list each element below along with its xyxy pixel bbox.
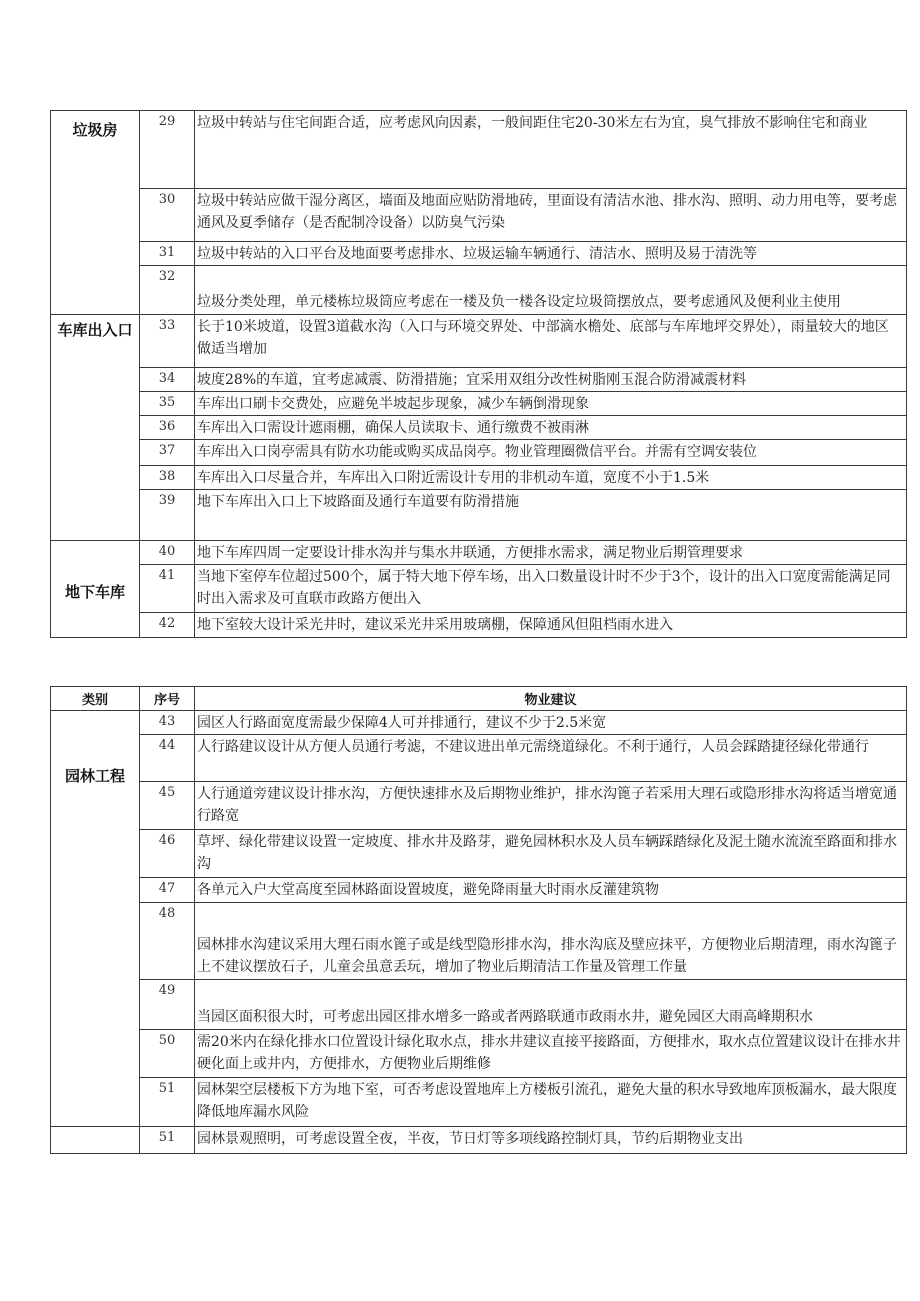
row-text: 坡度28%的车道，宜考虑减震、防滑措施；宜采用双组分改性树脂刚玉混合防滑减震材料 xyxy=(195,368,907,392)
table-row xyxy=(51,315,907,368)
row-number: 47 xyxy=(140,878,195,903)
row-text: 当地下室停车位超过500个，属于特大地下停车场，出入口数量设计时不少于3个，设计的出入口宽度需能满足同时出入需求及可直联市政路方便出入 xyxy=(195,565,907,613)
row-number: 46 xyxy=(140,830,195,878)
table-header-row xyxy=(51,687,907,711)
table-row xyxy=(51,1030,907,1078)
category-cell xyxy=(51,711,140,1127)
row-text: 园林排水沟建议采用大理石雨水篦子或是线型隐形排水沟，排水沟底及壁应抹平，方便物业后期清理，雨水沟篦子上不建议摆放石子，儿童会虽意丢玩，增加了物业后期清洁工作量及管理工作量 xyxy=(195,903,907,980)
row-number: 38 xyxy=(140,466,195,490)
row-text: 地下室较大设计采光井时，建议采光井采用玻璃棚，保障通风但阻档雨水进入 xyxy=(195,613,907,638)
row-number: 49 xyxy=(140,980,195,1030)
row-text: 车库出入口需设计遮雨棚，确保人员读取卡、通行缴费不被雨淋 xyxy=(195,416,907,440)
table-row xyxy=(51,782,907,830)
table-row xyxy=(51,440,907,466)
table-row xyxy=(51,242,907,266)
table-row xyxy=(51,980,907,1030)
row-number: 33 xyxy=(140,315,195,368)
table-row xyxy=(51,711,907,735)
row-text: 车库出入口岗亭需具有防水功能或购买成品岗亭。物业管理圈微信平台。并需有空调安装位 xyxy=(195,440,907,466)
row-number: 32 xyxy=(140,266,195,315)
row-text: 垃圾中转站应做干湿分离区，墙面及地面应贴防滑地砖，里面设有清洁水池、排水沟、照明、动力用电等，要考虑通风及夏季储存（是否配制冷设备）以防臭气污染 xyxy=(195,189,907,242)
row-text: 垃圾中转站与住宅间距合适，应考虑风向因素，一般间距住宅20-30米左右为宜，臭气排放不影响住宅和商业 xyxy=(195,111,907,189)
table-row xyxy=(51,1127,907,1154)
row-text: 草坪、绿化带建议设置一定坡度、排水井及路芽，避免园林积水及人员车辆踩踏绿化及泥土随水流流至路面和排水沟 xyxy=(195,830,907,878)
advice-table-1 xyxy=(50,110,907,638)
row-number: 29 xyxy=(140,111,195,189)
header-category: 类别 xyxy=(51,687,140,711)
category-label: 地下车库 xyxy=(64,583,125,601)
table-row xyxy=(51,1078,907,1127)
table-row xyxy=(51,392,907,416)
row-text: 园林景观照明，可考虑设置全夜，半夜，节日灯等多项线路控制灯具，节约后期物业支出 xyxy=(195,1127,907,1154)
row-number: 44 xyxy=(140,735,195,782)
row-number: 30 xyxy=(140,189,195,242)
row-text: 人行通道旁建议设计排水沟，方便快速排水及后期物业维护，排水沟篦子若采用大理石或隐形排水沟将适当增宽通行路宽 xyxy=(195,782,907,830)
row-number: 39 xyxy=(140,490,195,541)
row-number: 37 xyxy=(140,440,195,466)
header-number: 序号 xyxy=(140,687,195,711)
row-number: 45 xyxy=(140,782,195,830)
row-text: 园林架空层楼板下方为地下室，可否考虑设置地库上方楼板引流孔，避免大量的积水导致地库顶板漏水，最大限度降低地库漏水风险 xyxy=(195,1078,907,1127)
row-text: 需20米内在绿化排水口位置设计绿化取水点，排水井建议直接平接路面，方便排水，取水点位置建议设计在排水井硬化面上或井内，方便排水，方便物业后期维修 xyxy=(195,1030,907,1078)
row-text: 地下车库四周一定要设计排水沟并与集水井联通，方便排水需求，满足物业后期管理要求 xyxy=(195,541,907,565)
table-row xyxy=(51,111,907,189)
row-text: 地下车库出入口上下坡路面及通行车道要有防滑措施 xyxy=(195,490,907,541)
row-text: 当园区面积很大时，可考虑出园区排水增多一路或者两路联通市政雨水井，避免园区大雨高峰期积水 xyxy=(195,980,907,1030)
table-row xyxy=(51,490,907,541)
row-number: 41 xyxy=(140,565,195,613)
row-number: 51 xyxy=(140,1078,195,1127)
row-text: 车库出口刷卡交费处，应避免半坡起步现象，减少车辆倒滑现象 xyxy=(195,392,907,416)
category-cell xyxy=(51,111,140,315)
table-row xyxy=(51,466,907,490)
table-row xyxy=(51,735,907,782)
row-number: 42 xyxy=(140,613,195,638)
table-row xyxy=(51,565,907,613)
category-label: 园林工程 xyxy=(64,767,125,785)
row-number: 43 xyxy=(140,711,195,735)
row-number: 48 xyxy=(140,903,195,980)
category-label: 车库出入口 xyxy=(57,321,133,339)
category-label: 垃圾房 xyxy=(72,121,118,139)
category-cell xyxy=(51,315,140,541)
empty-category-cell xyxy=(51,1127,140,1154)
table-row xyxy=(51,613,907,638)
row-number: 34 xyxy=(140,368,195,392)
row-number: 31 xyxy=(140,242,195,266)
row-text: 各单元入户大堂高度至园林路面设置坡度，避免降雨量大时雨水反灌建筑物 xyxy=(195,878,907,903)
table-row xyxy=(51,266,907,315)
table-row xyxy=(51,878,907,903)
table-row xyxy=(51,541,907,565)
header-advice: 物业建议 xyxy=(195,687,907,711)
table-row xyxy=(51,189,907,242)
advice-table-2 xyxy=(50,686,907,1154)
row-text: 园区人行路面宽度需最少保障4人可并排通行，建议不少于2.5米宽 xyxy=(195,711,907,735)
table-row xyxy=(51,830,907,878)
row-text: 垃圾分类处理，单元楼栋垃圾筒应考虑在一楼及负一楼各设定垃圾筒摆放点，要考虑通风及便利业主使用 xyxy=(195,266,907,315)
table-row xyxy=(51,416,907,440)
row-number: 35 xyxy=(140,392,195,416)
row-number: 40 xyxy=(140,541,195,565)
row-number: 50 xyxy=(140,1030,195,1078)
table-row xyxy=(51,368,907,392)
table-row xyxy=(51,903,907,980)
category-cell xyxy=(51,541,140,638)
row-text: 垃圾中转站的入口平台及地面要考虑排水、垃圾运输车辆通行、清洁水、照明及易于清洗等 xyxy=(195,242,907,266)
row-text: 长于10米坡道，设置3道截水沟（入口与环境交界处、中部滴水檐处、底部与车库地坪交界处），雨量较大的地区做适当增加 xyxy=(195,315,907,368)
row-number: 36 xyxy=(140,416,195,440)
row-text: 车库出入口尽量合并，车库出入口附近需设计专用的非机动车道，宽度不小于1.5米 xyxy=(195,466,907,490)
row-number: 51 xyxy=(140,1127,195,1154)
row-text: 人行路建议设计从方便人员通行考滤，不建议进出单元需绕道绿化。不利于通行，人员会踩踏捷径绿化带通行 xyxy=(195,735,907,782)
